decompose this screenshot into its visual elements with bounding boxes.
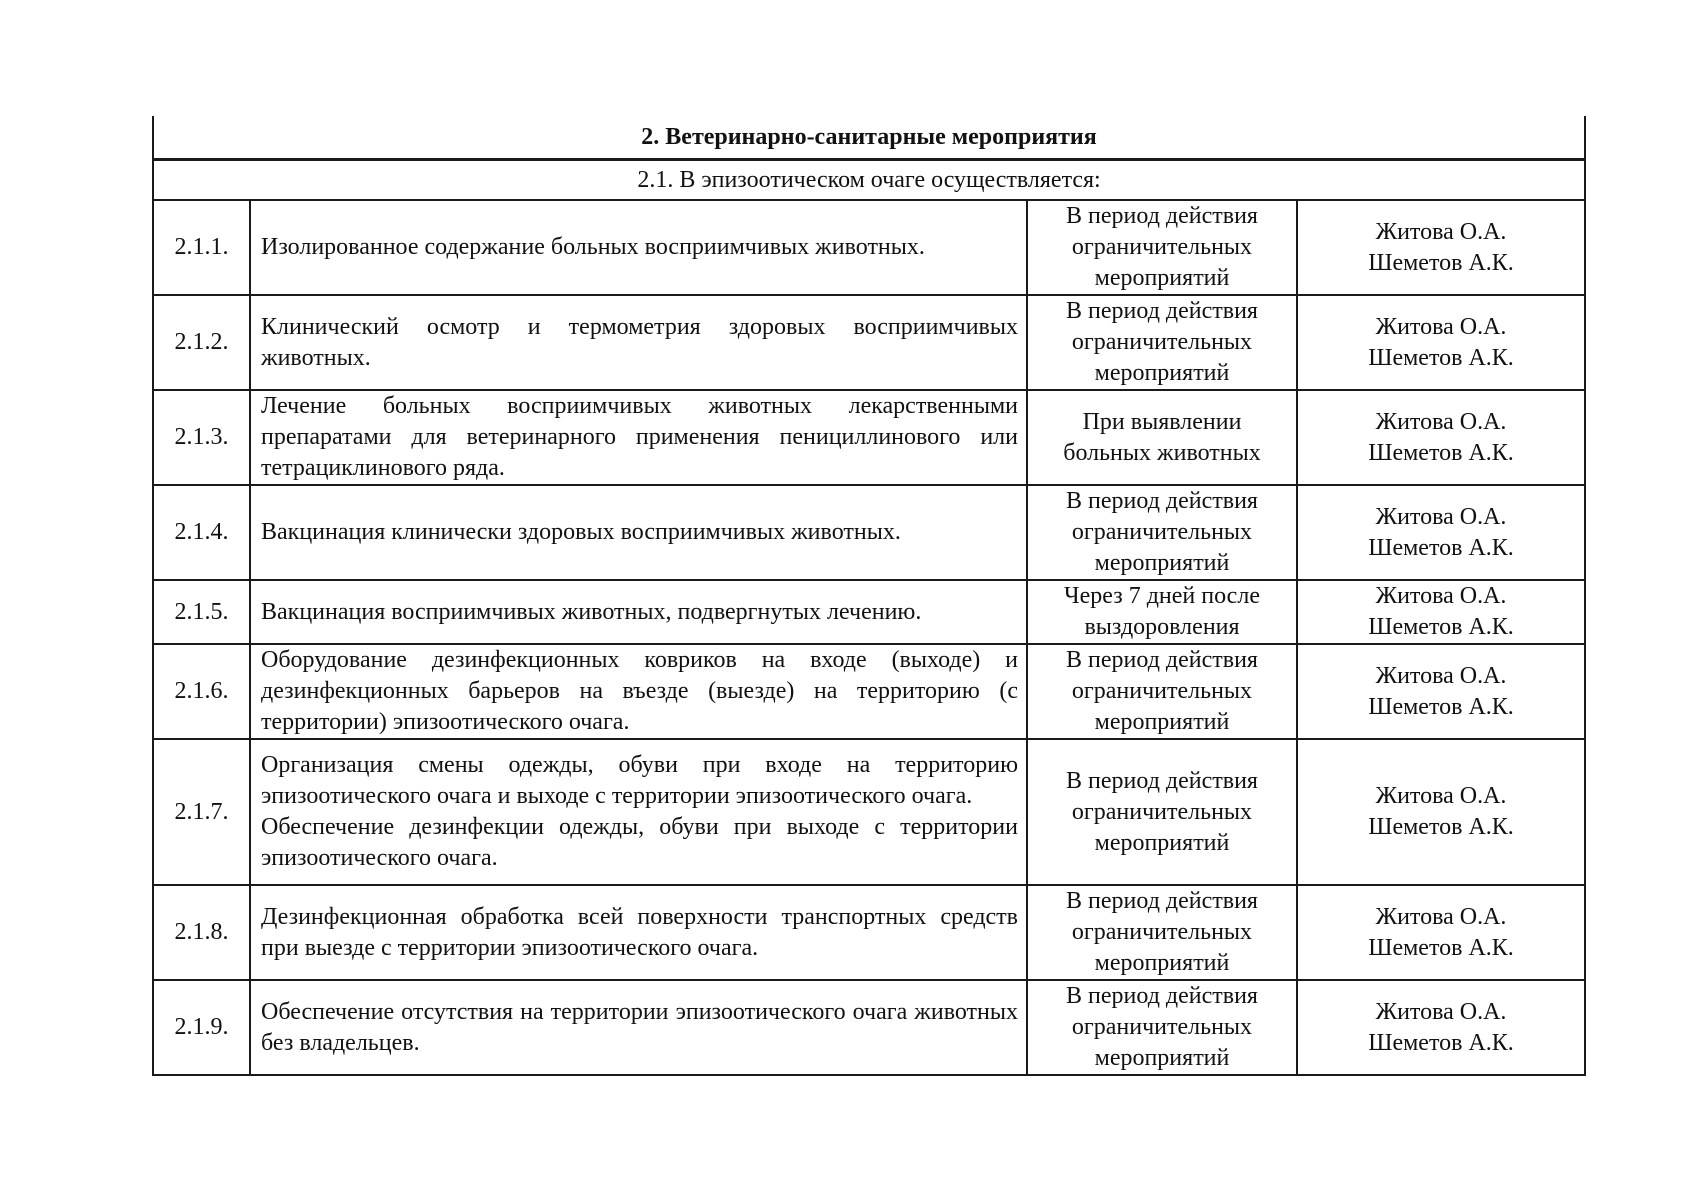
term-line: выздоровления	[1084, 614, 1240, 640]
description-paragraph: Клинический осмотр и термометрия здоровых восприимчивых животных.	[261, 313, 1018, 371]
term-line: мероприятий	[1094, 1045, 1230, 1071]
item-responsible	[1297, 739, 1585, 885]
table-row	[153, 980, 1585, 1075]
description-paragraph: Оборудование дезинфекционных ковриков на входе (выходе) и дезинфекционных барьеров на въезде (выезде) на территорию (с территории) эпизоотического очага.	[261, 647, 1018, 735]
responsible-person: Шеметов А.К.	[1368, 344, 1514, 371]
term-line: ограничительных	[1071, 798, 1253, 825]
item-description	[250, 390, 1027, 485]
item-description	[250, 580, 1027, 644]
item-term	[1027, 390, 1297, 485]
responsible-person: Житова О.А.	[1375, 783, 1507, 809]
description-paragraph: Вакцинация восприимчивых животных, подвергнутых лечению.	[261, 598, 922, 625]
term-line: В период действия	[1066, 647, 1258, 673]
description-paragraph: Обеспечение дезинфекции одежды, обуви при выходе с территории эпизоотического очага.	[261, 814, 1018, 871]
term-line: При выявлении	[1082, 408, 1242, 435]
table-row	[153, 390, 1585, 485]
responsible-person: Житова О.А.	[1375, 998, 1507, 1025]
term-line: В период действия	[1066, 488, 1258, 514]
item-description	[250, 200, 1027, 295]
item-number: 2.1.9.	[153, 980, 250, 1075]
item-term	[1027, 980, 1297, 1075]
responsible-person: Житова О.А.	[1375, 662, 1507, 689]
subsection-header-row	[153, 160, 1585, 201]
responsible-person: Шеметов А.К.	[1368, 814, 1514, 840]
item-term	[1027, 739, 1297, 885]
responsible-person: Шеметов А.К.	[1368, 1029, 1514, 1056]
responsible-person: Шеметов А.К.	[1368, 934, 1514, 961]
term-line: В период действия	[1066, 767, 1258, 794]
section-header-row	[153, 116, 1585, 160]
term-line: ограничительных	[1071, 1014, 1253, 1040]
item-description	[250, 644, 1027, 739]
item-description	[250, 485, 1027, 580]
term-line: мероприятий	[1094, 709, 1230, 735]
item-term	[1027, 485, 1297, 580]
item-responsible	[1297, 390, 1585, 485]
item-term	[1027, 885, 1297, 980]
responsible-person: Шеметов А.К.	[1368, 439, 1514, 466]
term-line: мероприятий	[1094, 950, 1230, 976]
term-line: больных животных	[1063, 439, 1261, 466]
item-responsible	[1297, 200, 1585, 295]
table-row	[153, 739, 1585, 885]
item-number: 2.1.8.	[153, 885, 250, 980]
responsible-person: Житова О.А.	[1375, 503, 1507, 530]
responsible-person: Житова О.А.	[1375, 903, 1507, 930]
table-row	[153, 885, 1585, 980]
table-body	[153, 116, 1585, 1075]
item-description	[250, 885, 1027, 980]
item-term	[1027, 580, 1297, 644]
subsection-title: 2.1. В эпизоотическом очаге осуществляется:	[153, 160, 1585, 201]
item-responsible	[1297, 580, 1585, 644]
item-term	[1027, 200, 1297, 295]
term-line: В период действия	[1066, 298, 1258, 324]
term-line: мероприятий	[1094, 265, 1230, 291]
term-line: ограничительных	[1071, 329, 1253, 355]
responsible-person: Шеметов А.К.	[1368, 614, 1514, 640]
table-row	[153, 485, 1585, 580]
responsible-person: Житова О.А.	[1375, 583, 1507, 609]
table-row	[153, 295, 1585, 390]
description-paragraph: Лечение больных восприимчивых животных лекарственными препаратами для ветеринарного применения пенициллинового или тетрациклинового ряда.	[261, 393, 1018, 481]
item-number: 2.1.6.	[153, 644, 250, 739]
item-term	[1027, 644, 1297, 739]
term-line: В период действия	[1066, 203, 1258, 229]
term-line: мероприятий	[1094, 550, 1230, 576]
table-row	[153, 200, 1585, 295]
item-responsible	[1297, 644, 1585, 739]
term-line: ограничительных	[1071, 678, 1253, 704]
responsible-person: Шеметов А.К.	[1368, 249, 1514, 276]
item-term	[1027, 295, 1297, 390]
table-row	[153, 580, 1585, 644]
item-description	[250, 739, 1027, 885]
description-paragraph: Изолированное содержание больных восприимчивых животных.	[261, 234, 925, 260]
term-line: мероприятий	[1094, 829, 1230, 856]
description-paragraph: Организация смены одежды, обуви при входе на территорию эпизоотического очага и выходе с территории эпизоотического очага.	[261, 752, 1018, 809]
item-responsible	[1297, 885, 1585, 980]
item-number: 2.1.4.	[153, 485, 250, 580]
responsible-person: Шеметов А.К.	[1368, 693, 1514, 720]
table-row	[153, 644, 1585, 739]
item-number: 2.1.1.	[153, 200, 250, 295]
term-line: В период действия	[1066, 983, 1258, 1009]
responsible-person: Житова О.А.	[1375, 408, 1507, 435]
description-paragraph: Дезинфекционная обработка всей поверхности транспортных средств при выезде с территории эпизоотического очага.	[261, 903, 1018, 961]
term-line: ограничительных	[1071, 919, 1253, 945]
item-description	[250, 295, 1027, 390]
responsible-person: Житова О.А.	[1375, 313, 1507, 340]
item-number: 2.1.5.	[153, 580, 250, 644]
item-description	[250, 980, 1027, 1075]
term-line: Через 7 дней после	[1064, 583, 1260, 609]
term-line: мероприятий	[1094, 360, 1230, 386]
item-responsible	[1297, 485, 1585, 580]
section-title: 2. Ветеринарно-санитарные мероприятия	[153, 116, 1585, 160]
term-line: ограничительных	[1071, 519, 1253, 545]
document-page	[152, 116, 1584, 1076]
responsible-person: Шеметов А.К.	[1368, 534, 1514, 561]
term-line: ограничительных	[1071, 234, 1253, 260]
item-responsible	[1297, 295, 1585, 390]
description-paragraph: Вакцинация клинически здоровых восприимчивых животных.	[261, 519, 901, 545]
item-number: 2.1.3.	[153, 390, 250, 485]
description-paragraph: Обеспечение отсутствия на территории эпизоотического очага животных без владельцев.	[261, 998, 1018, 1056]
measures-table	[152, 116, 1586, 1076]
responsible-person: Житова О.А.	[1375, 218, 1507, 245]
item-number: 2.1.7.	[153, 739, 250, 885]
item-responsible	[1297, 980, 1585, 1075]
item-number: 2.1.2.	[153, 295, 250, 390]
term-line: В период действия	[1066, 888, 1258, 914]
